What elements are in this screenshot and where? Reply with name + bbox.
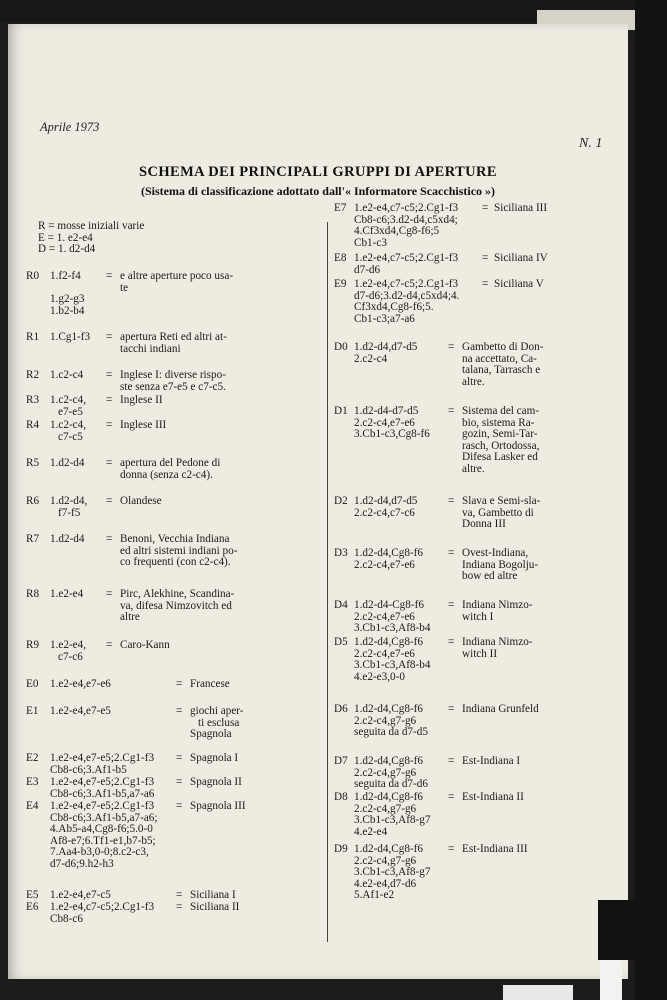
equals-sign: = <box>482 252 489 264</box>
equals-sign: = <box>106 457 113 469</box>
entry-moves: 1.e2-e4,e7-c5 <box>50 889 111 901</box>
entry-moves: 1.d2-d4,Cg8-f6 2.c2-c4,g7-g6 3.Cb1-c3,Af8-g7 4.e2-e4 <box>354 791 431 838</box>
entry-description: Spagnola II <box>190 776 242 788</box>
entry-description: giochi aper- ti esclusa Spagnola <box>190 705 244 741</box>
equals-sign: = <box>448 341 455 353</box>
entry-description: Est-Indiana II <box>462 791 524 803</box>
entry-description: apertura Reti ed altri at- tacchi indiani <box>120 331 227 355</box>
equals-sign: = <box>176 752 183 764</box>
entry-code: D1 <box>334 405 348 417</box>
entry-code: E2 <box>26 752 39 764</box>
entry-moves: 1.e2-e4, c7-c6 <box>50 639 87 663</box>
equals-sign: = <box>176 678 183 690</box>
entry-code: D9 <box>334 843 348 855</box>
entry-moves: 1.e2-e4,e7-e6 <box>50 678 111 690</box>
entry-moves: 1.d2-d4,Cg8-f6 2.c2-c4,e7-e6 3.Cb1-c3,Af8-b4 4.e2-e3,0-0 <box>354 636 431 683</box>
equals-sign: = <box>106 495 113 507</box>
entry-description: Siciliana IV <box>494 252 548 264</box>
entry-code: R2 <box>26 369 40 381</box>
entry-description: Benoni, Vecchia Indiana ed altri sistemi indiani po- co frequenti (con c2-c4). <box>120 533 238 569</box>
page-date: Aprile 1973 <box>40 120 100 134</box>
photo-frame-right <box>635 0 667 1000</box>
legend-item-r: R = mosse iniziali varie <box>38 220 145 232</box>
legend-item-d: D = 1. d2-d4 <box>38 243 96 256</box>
entry-moves: 1.e2-e4 <box>50 588 84 600</box>
entry-description: Caro-Kann <box>120 639 170 651</box>
bottom-edge-strip <box>503 985 573 1000</box>
entry-description: Gambetto di Don- na accettato, Ca- talana, Tarrasch e altre. <box>462 341 544 388</box>
bookmark-tab-light <box>600 960 622 1000</box>
equals-sign: = <box>106 419 113 431</box>
entry-moves: 1.d2-d4,d7-d5 2.c2-c4 <box>354 341 418 365</box>
equals-sign: = <box>448 791 455 803</box>
equals-sign: = <box>106 331 113 343</box>
entry-description: apertura del Pedone di donna (senza c2-c4). <box>120 457 221 481</box>
entry-code: R3 <box>26 394 40 406</box>
page-number: N. 1 <box>579 136 603 151</box>
entry-moves: 1.c2-c4, c7-c5 <box>50 419 87 443</box>
entry-description: Est-Indiana I <box>462 755 521 767</box>
equals-sign: = <box>448 636 455 648</box>
entry-moves: 1.e2-e4,c7-c5;2.Cg1-f3 d7-d6 <box>354 252 459 276</box>
equals-sign: = <box>448 755 455 767</box>
entry-code: E8 <box>334 252 347 264</box>
entry-moves: 1.f2-f4 1.g2-g3 1.b2-b4 <box>50 270 85 317</box>
equals-sign: = <box>106 394 113 406</box>
entry-code: R6 <box>26 495 40 507</box>
entry-code: E0 <box>26 678 39 690</box>
equals-sign: = <box>448 547 455 559</box>
equals-sign: = <box>482 202 489 214</box>
entry-code: D4 <box>334 599 348 611</box>
column-divider <box>327 222 328 942</box>
entry-code: R9 <box>26 639 40 651</box>
entry-code: E3 <box>26 776 39 788</box>
entry-moves: 1.d2-d4,Cg8-f6 2.c2-c4,g7-g6 seguita da d7-d6 <box>354 755 428 791</box>
entry-description: Siciliana I <box>190 889 236 901</box>
entry-description: Siciliana V <box>494 278 544 290</box>
entry-description: Inglese II <box>120 394 163 406</box>
entry-description: Pirc, Alekhine, Scandina- va, difesa Nimzovitch ed altre <box>120 588 235 624</box>
entry-description: Inglese III <box>120 419 167 431</box>
equals-sign: = <box>176 901 183 913</box>
equals-sign: = <box>448 599 455 611</box>
equals-sign: = <box>106 588 113 600</box>
entry-code: E4 <box>26 800 39 812</box>
entry-code: D5 <box>334 636 348 648</box>
entry-description: Inglese I: diverse rispo- ste senza e7-e5 e c7-c5. <box>120 369 226 393</box>
entry-code: D2 <box>334 495 348 507</box>
entry-moves: 1.d2-d4 <box>50 457 85 469</box>
entry-code: R1 <box>26 331 40 343</box>
entry-description: Indiana Nimzo- witch I <box>462 599 533 623</box>
page-subtitle: (Sistema di classificazione adottato dall'« Informatore Scacchistico ») <box>140 184 496 198</box>
entry-code: R5 <box>26 457 40 469</box>
entry-moves: 1.d2-d4,Cg8-f6 2.c2-c4,g7-g6 3.Cb1-c3,Af8-g7 4.e2-e4,d7-d6 5.Af1-e2 <box>354 843 431 902</box>
entry-moves: 1.d2-d4,d7-d5 2.c2-c4,c7-c6 <box>354 495 418 519</box>
entry-code: E5 <box>26 889 39 901</box>
entry-code: D0 <box>334 341 348 353</box>
equals-sign: = <box>448 405 455 417</box>
equals-sign: = <box>448 703 455 715</box>
entry-moves: 1.d2-d4, f7-f5 <box>50 495 88 519</box>
entry-code: E1 <box>26 705 39 717</box>
legend <box>38 221 144 256</box>
entry-description: Siciliana III <box>494 202 548 214</box>
entry-description: Francese <box>190 678 230 690</box>
entry-moves: 1.e2-e4,e7-e5 <box>50 705 111 717</box>
entry-description: Est-Indiana III <box>462 843 528 855</box>
entry-moves: 1.e2-e4,e7-e5;2.Cg1-f3 Cb8-c6;3.Af1-b5 <box>50 752 155 776</box>
legend-item-e: E = 1. e2-e4 <box>38 231 93 244</box>
equals-sign: = <box>176 889 183 901</box>
entry-moves: 1.e2-e4,c7-c5;2.Cg1-f3 d7-d6;3.d2-d4,c5xd4;4. Cf3xd4,Cg8-f6;5. Cb1-c3;a7-a6 <box>354 278 460 325</box>
entry-moves: 1.d2-d4 <box>50 533 85 545</box>
equals-sign: = <box>106 270 113 282</box>
entry-moves: 1.e2-e4,c7-c5;2.Cg1-f3 Cb8-c6;3.d2-d4,c5xd4; 4.Cf3xd4,Cg8-f6;5 Cb1-c3 <box>354 202 459 249</box>
equals-sign: = <box>106 369 113 381</box>
entry-moves: 1.e2-e4,e7-e5;2.Cg1-f3 Cb8-c6;3.Af1-b5,a7-a6 <box>50 776 155 800</box>
equals-sign: = <box>448 495 455 507</box>
entry-moves: 1.d2-d4-d7-d5 2.c2-c4,e7-e6 3.Cb1-c3,Cg8-f6 <box>354 405 430 441</box>
entry-code: D7 <box>334 755 348 767</box>
entry-description: Indiana Grunfeld <box>462 703 539 715</box>
equals-sign: = <box>176 776 183 788</box>
entry-code: D8 <box>334 791 348 803</box>
entry-code: R7 <box>26 533 40 545</box>
entry-code: D6 <box>334 703 348 715</box>
page-title: SCHEMA DEI PRINCIPALI GRUPPI DI APERTURE <box>138 164 498 180</box>
entry-code: E7 <box>334 202 347 214</box>
book-page <box>8 24 628 979</box>
entry-description: Indiana Nimzo- witch II <box>462 636 533 660</box>
entry-code: R8 <box>26 588 40 600</box>
entry-description: Siciliana II <box>190 901 240 913</box>
entry-moves: 1.c2-c4, e7-e5 <box>50 394 87 418</box>
entry-moves: 1.Cg1-f3 <box>50 331 91 343</box>
equals-sign: = <box>176 705 183 717</box>
entry-description: Olandese <box>120 495 162 507</box>
entry-code: R0 <box>26 270 40 282</box>
entry-moves: 1.d2-d4,Cg8-f6 2.c2-c4,g7-g6 seguita da d7-d5 <box>354 703 428 739</box>
equals-sign: = <box>482 278 489 290</box>
entry-code: E9 <box>334 278 347 290</box>
entry-description: Spagnola I <box>190 752 239 764</box>
bookmark-tab <box>598 900 638 960</box>
entry-description: Spagnola III <box>190 800 246 812</box>
entry-moves: 1.e2-e4,c7-c5;2.Cg1-f3 Cb8-c6 <box>50 901 155 925</box>
entry-description: Slava e Semi-sla- va, Gambetto di Donna III <box>462 495 541 531</box>
equals-sign: = <box>448 843 455 855</box>
entry-description: e altre aperture poco usa- te <box>120 270 234 294</box>
entry-moves: 1.c2-c4 <box>50 369 84 381</box>
equals-sign: = <box>106 533 113 545</box>
equals-sign: = <box>106 639 113 651</box>
entry-moves: 1.d2-d4,Cg8-f6 2.c2-c4,e7-e6 <box>354 547 423 571</box>
entry-code: E6 <box>26 901 39 913</box>
entry-moves: 1.e2-e4,e7-e5;2.Cg1-f3 Cb8-c6;3.Af1-b5,a7-a6; 4.Ab5-a4,Cg8-f6;5.0-0 Af8-e7;6.Tf1-e1,b7-b5; 7.Aa4-b3,0-0;8.c2-c3, d7-d6;9.h2-h3 <box>50 800 158 870</box>
entry-moves: 1.d2-d4-Cg8-f6 2.c2-c4,e7-e6 3.Cb1-c3,Af8-b4 <box>354 599 431 635</box>
entry-code: D3 <box>334 547 348 559</box>
entry-code: R4 <box>26 419 40 431</box>
entry-description: Ovest-Indiana, Indiana Bogolju- bow ed altre <box>462 547 539 583</box>
entry-description: Sistema del cam- bio, sistema Ra- gozin, Semi-Tar- rasch, Ortodossa, Difesa Lasker ed altre. <box>462 405 540 475</box>
equals-sign: = <box>176 800 183 812</box>
